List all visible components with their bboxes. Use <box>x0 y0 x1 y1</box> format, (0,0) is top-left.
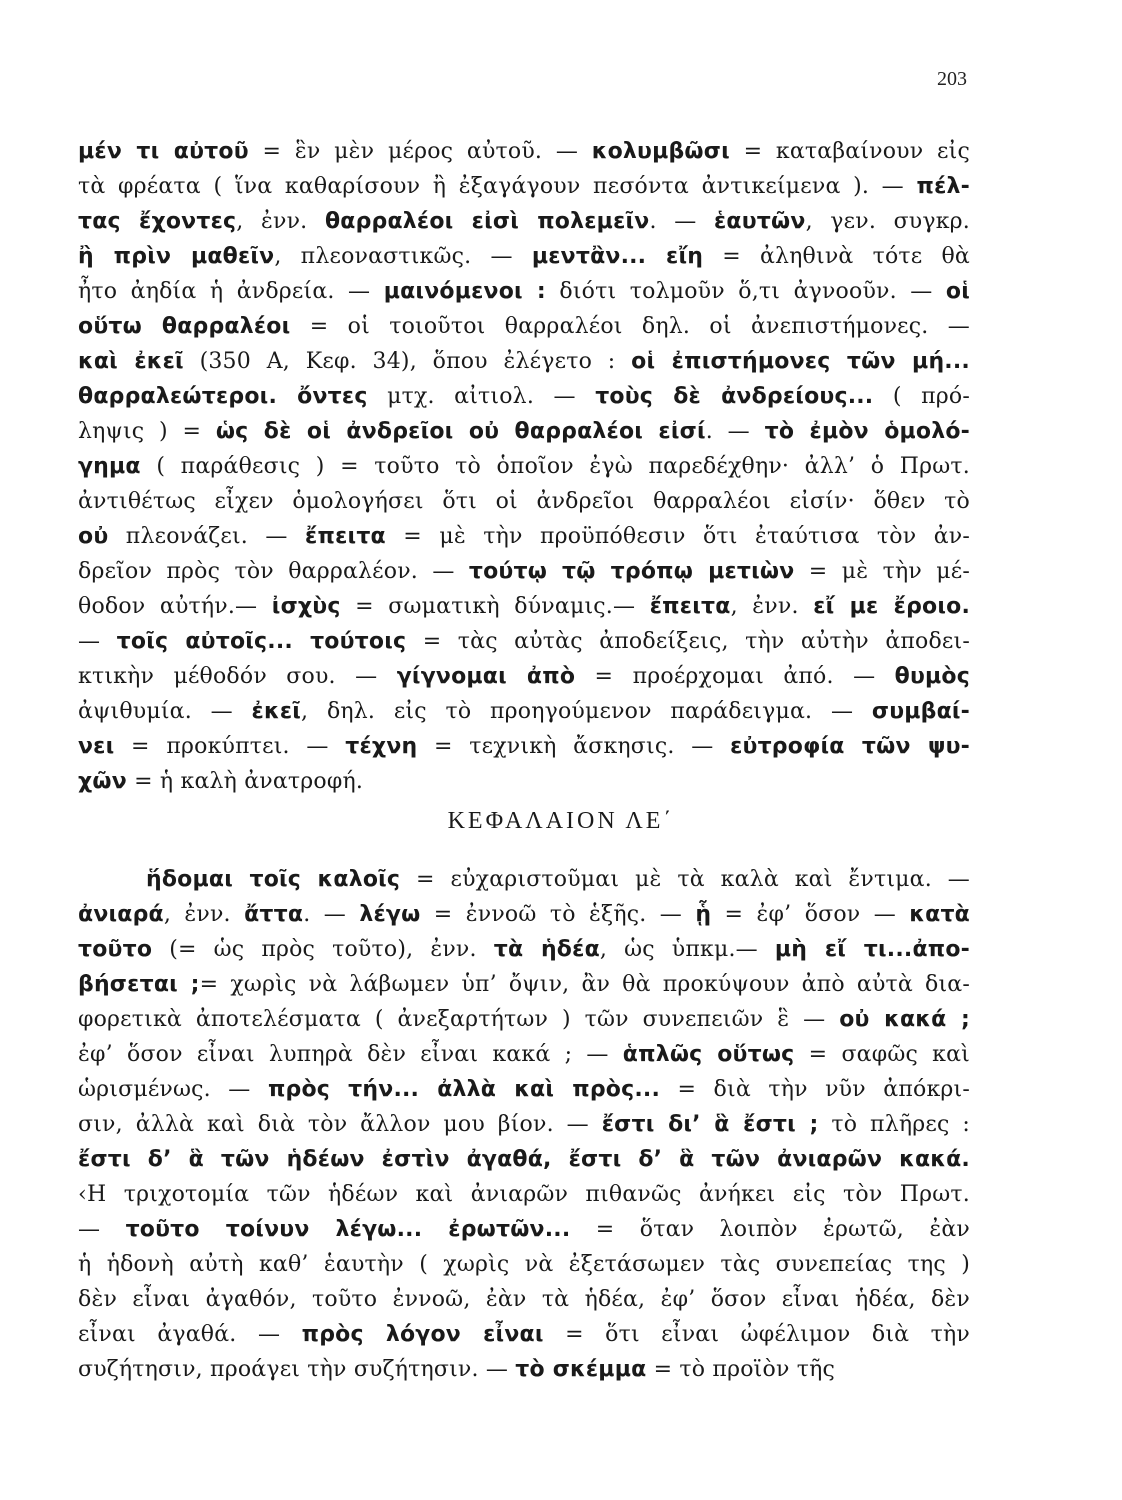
gloss-text: μτχ. αἰτιολ. — <box>367 384 596 409</box>
gloss-text: = σωματικὴ δύναμις.— <box>340 594 650 619</box>
gloss-text: πλεονάζει. — <box>108 524 306 549</box>
gloss-text: , ἐνν. <box>730 594 814 619</box>
lemma-text: οὕτω θαρραλέοι <box>78 314 291 339</box>
lemma-text: καὶ ἐκεῖ <box>78 349 184 374</box>
gloss-text: = μὲ τὴν προϋπόθεσιν ὅτι ἐταύτισα τὸν ἀν- <box>385 524 970 549</box>
lemma-text: συμβαί- <box>871 699 970 724</box>
lemma-text: τὸ ἐμὸν ὁμολό- <box>764 419 970 444</box>
lemma-text: ἔπειτα <box>305 524 386 549</box>
text-line <box>78 1177 970 1212</box>
gloss-text: δρεῖον πρὸς τὸν θαρραλέον. — <box>78 559 469 584</box>
lemma-text: μὴ εἴ τι...ἀπο- <box>774 937 970 962</box>
page-number: 203 <box>937 68 967 90</box>
lemma-text: τας ἔχοντες <box>78 209 237 234</box>
text-line <box>78 414 970 449</box>
text-line <box>78 239 970 274</box>
text-line <box>78 554 970 589</box>
gloss-text: = καταβαίνουν εἰς <box>729 139 970 164</box>
text-line <box>78 519 970 554</box>
lemma-text: ἰσχὺς <box>271 594 341 619</box>
lemma-text: ὡς δὲ οἱ ἀνδρεῖοι οὐ θαρραλέοι εἰσί <box>215 419 706 444</box>
lemma-text: κολυμβῶσι <box>591 139 730 164</box>
text-line <box>78 204 970 239</box>
gloss-text: — <box>78 1217 126 1242</box>
lemma-text: οἱ <box>945 279 970 304</box>
gloss-text: συζήτησιν, προάγει τὴν συζήτησιν. — <box>78 1357 516 1382</box>
gloss-text: , δηλ. εἰς τὸ προηγούμενον παράδειγμα. — <box>301 699 872 724</box>
gloss-text: = σαφῶς καὶ <box>794 1042 970 1067</box>
gloss-text: θοδον αὐτήν.— <box>78 594 272 619</box>
gloss-text: = ἓν μὲν μέρος αὐτοῦ. — <box>248 139 592 164</box>
text-line <box>78 309 970 344</box>
gloss-text: = ὅτι εἶναι ὠφέλιμον διὰ τὴν <box>543 1322 970 1347</box>
text-line <box>78 862 970 897</box>
text-line <box>78 624 970 659</box>
gloss-text: = χωρὶς νὰ λάβωμεν ὑπ’ ὄψιν, ἂν θὰ προκύψουν ἀπὸ αὐτὰ δια- <box>199 972 970 997</box>
gloss-text: . — <box>705 419 765 444</box>
lemma-text: τέχνη <box>345 734 418 759</box>
lemma-text: γίγνομαι ἀπὸ <box>396 664 576 689</box>
lemma-text: ἑαυτῶν <box>713 209 806 234</box>
lemma-text: μέν τι αὐτοῦ <box>78 139 249 164</box>
lemma-text: τούτῳ τῷ τρόπῳ μετιὼν <box>468 559 795 584</box>
gloss-text: , ἐνν. <box>163 902 245 927</box>
gloss-text: σιν, ἀλλὰ καὶ διὰ τὸν ἄλλον μου βίον. — <box>78 1112 602 1137</box>
lemma-text: πρὸς λόγον εἶναι <box>301 1322 544 1347</box>
lemma-text: πρὸς τήν... ἀλλὰ καὶ πρὸς... <box>267 1077 661 1102</box>
gloss-text: τὸ πλῆρες : <box>818 1112 970 1137</box>
lemma-text: τοὺς δὲ ἀνδρείους... <box>595 384 874 409</box>
lemma-text: οἱ ἐπιστήμονες τῶν μή... <box>631 349 970 374</box>
lemma-text: τοῦτο τοίνυν λέγω... ἐρωτῶν... <box>125 1217 571 1242</box>
text-line <box>78 1352 970 1387</box>
text-line <box>78 659 970 694</box>
text-line <box>78 449 970 484</box>
lemma-text: οὐ <box>78 524 109 549</box>
gloss-text: διότι τολμοῦν ὅ,τι ἀγνοοῦν. — <box>545 279 946 304</box>
gloss-text: = ἐφ’ ὅσον — <box>711 902 910 927</box>
text-line <box>78 169 970 204</box>
lemma-text: εἴ με ἔροιο. <box>813 594 970 619</box>
lemma-text: μαινόμενοι : <box>383 279 546 304</box>
lemma-text: βήσεται ; <box>78 972 200 997</box>
lemma-text: τοῦτο <box>78 937 153 962</box>
text-line <box>78 1072 970 1107</box>
gloss-text: τὰ φρέατα ( ἵνα καθαρίσουν ἢ ἐξαγάγουν πεσόντα ἀντικείμενα ). — <box>78 174 917 199</box>
text-line <box>78 134 970 169</box>
gloss-text: = οἱ τοιοῦτοι θαρραλέοι δηλ. οἱ ἀνεπιστήμονες. — <box>290 314 970 339</box>
gloss-text: , πλεοναστικῶς. — <box>274 244 532 269</box>
text-line <box>78 729 970 764</box>
lemma-text: πέλ- <box>916 174 970 199</box>
text-line <box>78 1282 970 1317</box>
lemma-text: χῶν <box>78 769 127 794</box>
gloss-text: ἡ ἡδονὴ αὐτὴ καθ’ ἑαυτὴν ( χωρὶς νὰ ἐξετάσωμεν τὰς συνεπείας της ) <box>78 1252 970 1277</box>
text-line <box>78 1317 970 1352</box>
lemma-text: ᾗ <box>695 902 712 927</box>
lemma-text: ἢ πρὶν μαθεῖν <box>78 244 275 269</box>
lemma-text: θυμὸς <box>894 664 970 689</box>
text-line <box>78 764 970 799</box>
text-line <box>78 1212 970 1247</box>
gloss-text: = μὲ τὴν μέ- <box>794 559 970 584</box>
text-line <box>78 1247 970 1282</box>
lemma-text: ἄττα <box>244 902 304 927</box>
lemma-text: τοῖς αὐτοῖς... τούτοις <box>116 629 407 654</box>
gloss-text: = ἀληθινὰ τότε θὰ <box>703 244 970 269</box>
lemma-text: θαρραλεώτεροι. ὄντες <box>78 384 368 409</box>
text-line <box>78 897 970 932</box>
gloss-text: = εὐχαριστοῦμαι μὲ τὰ καλὰ καὶ ἔντιμα. — <box>400 867 970 892</box>
gloss-text: ἐφ’ ὅσον εἶναι λυπηρὰ δὲν εἶναι κακά ; — <box>78 1042 623 1067</box>
lemma-text: μεντἂν... εἴη <box>531 244 704 269</box>
lemma-text: τὸ σκέμμα <box>515 1357 647 1382</box>
gloss-text: ἀντιθέτως εἶχεν ὁμολογήσει ὅτι οἱ ἀνδρεῖοι θαρραλέοι εἰσίν· ὅθεν τὸ <box>78 489 970 514</box>
text-line <box>78 1107 970 1142</box>
chapter-heading: ΚΕΦΑΛΑΙΟΝ ΛΕ΄ <box>447 808 675 834</box>
text-line <box>78 1002 970 1037</box>
gloss-text: . — <box>303 902 360 927</box>
gloss-text: εἶναι ἀγαθά. — <box>78 1322 302 1347</box>
gloss-text: , γεν. συγκρ. <box>805 209 970 234</box>
gloss-text: ἦτο ἀηδία ἡ ἀνδρεία. — <box>78 279 384 304</box>
lemma-text: ἥδομαι τοῖς καλοῖς <box>146 867 401 892</box>
gloss-text: = ἡ καλὴ ἀνατροφή. <box>126 769 364 794</box>
gloss-text: = τὰς αὐτὰς ἀποδείξεις, τὴν αὐτὴν ἀποδει- <box>406 629 970 654</box>
gloss-text: = ἐννοῶ τὸ ἑξῆς. — <box>420 902 696 927</box>
text-line <box>78 967 970 1002</box>
lemma-text: εὐτροφία τῶν ψυ- <box>730 734 970 759</box>
gloss-text: — <box>78 629 117 654</box>
text-line <box>78 932 970 967</box>
lemma-text: ἐκεῖ <box>251 699 302 724</box>
gloss-text: ‹Η τριχοτομία τῶν ἡδέων καὶ ἀνιαρῶν πιθανῶς ἀνήκει εἰς τὸν Πρωτ. <box>78 1182 970 1207</box>
lemma-text: γημα <box>78 454 141 479</box>
text-line <box>78 344 970 379</box>
gloss-text: ληψις ) = <box>78 419 216 444</box>
lemma-text: ἁπλῶς οὕτως <box>622 1042 795 1067</box>
text-line <box>78 274 970 309</box>
gloss-text: κτικὴν μέθοδόν σου. — <box>78 664 397 689</box>
commentary-block-2 <box>78 862 970 1387</box>
gloss-text: = διὰ τὴν νῦν ἀπόκρι- <box>660 1077 970 1102</box>
gloss-text: , ὡς ὑπκμ.— <box>599 937 775 962</box>
text-line <box>78 1142 970 1177</box>
gloss-text: = τὸ προϊὸν τῆς <box>646 1357 835 1382</box>
commentary-block-1 <box>78 134 970 799</box>
lemma-text: νει <box>78 734 115 759</box>
gloss-text: φορετικὰ ἀποτελέσματα ( ἀνεξαρτήτων ) τῶν συνεπειῶν ἓ — <box>78 1007 840 1032</box>
gloss-text: . — <box>649 209 714 234</box>
text-line <box>78 1037 970 1072</box>
text-line <box>78 379 970 414</box>
text-line <box>78 484 970 519</box>
gloss-text: = προέρχομαι ἀπό. — <box>575 664 895 689</box>
gloss-text: ( πρό- <box>873 384 970 409</box>
lemma-text: ἔστι δ’ ἃ τῶν ἡδέων ἐστὶν ἀγαθά, ἔστι δ’ ἃ τῶν ἀνιαρῶν κακά. <box>78 1147 970 1172</box>
text-line <box>78 694 970 729</box>
lemma-text: λέγω <box>359 902 421 927</box>
gloss-text: ὡρισμένως. — <box>78 1077 268 1102</box>
lemma-text: τὰ ἡδέα <box>493 937 600 962</box>
lemma-text: ἔπειτα <box>649 594 731 619</box>
gloss-text: (= ὡς πρὸς τοῦτο), ἐνν. <box>152 937 494 962</box>
lemma-text: θαρραλέοι εἰσὶ πολεμεῖν <box>324 209 650 234</box>
gloss-text: = ὅταν λοιπὸν ἐρωτῶ, ἐὰν <box>570 1217 970 1242</box>
gloss-text: = τεχνικὴ ἄσκησις. — <box>417 734 731 759</box>
gloss-text: = προκύπτει. — <box>114 734 346 759</box>
gloss-text: (350 Α, Κεφ. 34), ὅπου ἐλέγετο : <box>183 349 632 374</box>
gloss-text: ἀψιθυμία. — <box>78 699 252 724</box>
lemma-text: κατὰ <box>909 902 970 927</box>
gloss-text: δὲν εἶναι ἀγαθόν, τοῦτο ἐννοῶ, ἐὰν τὰ ἡδέα, ἐφ’ ὅσον εἶναι ἡδέα, δὲν <box>78 1287 970 1312</box>
lemma-text: οὐ κακά ; <box>839 1007 970 1032</box>
gloss-text: ( παράθεσις ) = τοῦτο τὸ ὁποῖον ἐγὼ παρεδέχθην· ἀλλ’ ὁ Πρωτ. <box>140 454 970 479</box>
gloss-text: , ἐνν. <box>236 209 325 234</box>
text-line <box>78 589 970 624</box>
lemma-text: ἔστι δι’ ἃ ἔστι ; <box>601 1112 819 1137</box>
lemma-text: ἀνιαρά <box>78 902 164 927</box>
